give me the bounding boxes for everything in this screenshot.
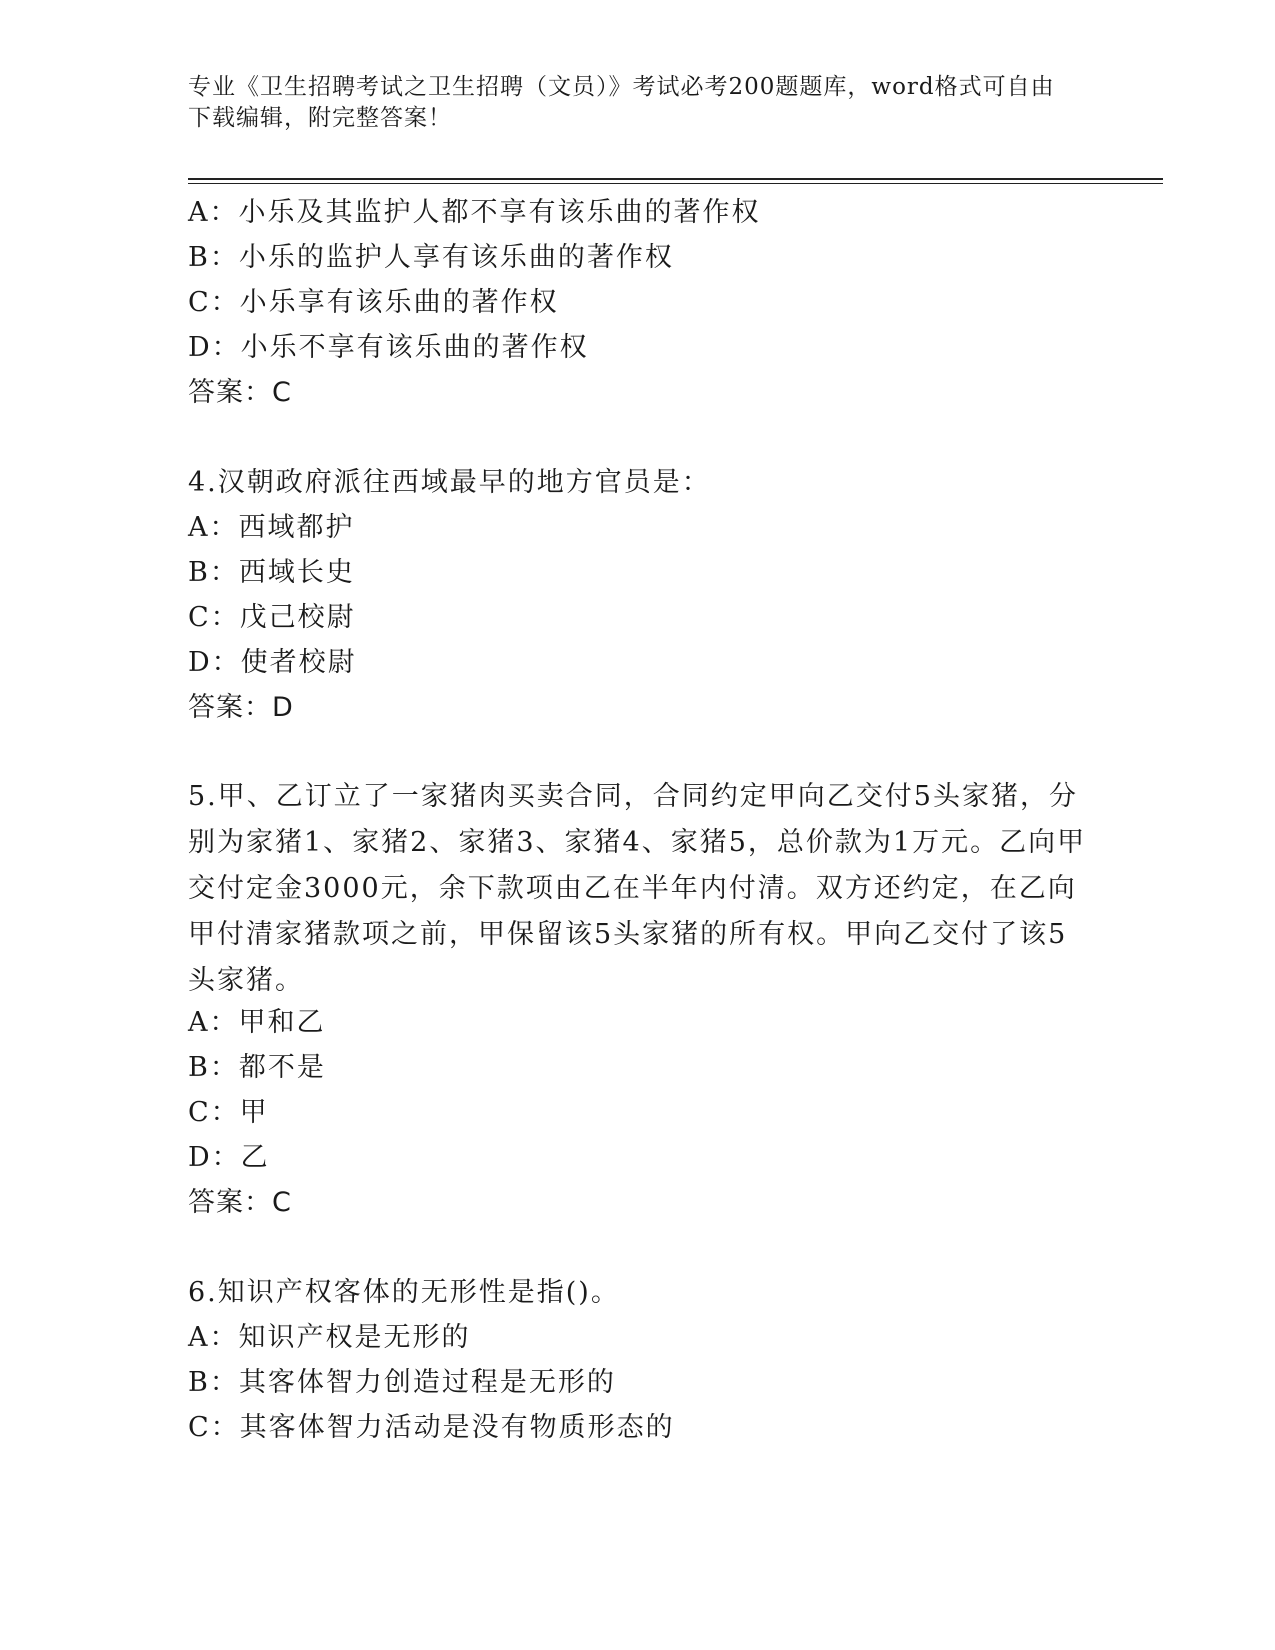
- q3-option-b: B：小乐的监护人享有该乐曲的著作权: [188, 242, 674, 273]
- q3-option-a: A：小乐及其监护人都不享有该乐曲的著作权: [188, 197, 761, 228]
- q5-option-b: B：都不是: [188, 1052, 326, 1083]
- q5-option-c: C：甲: [188, 1097, 269, 1128]
- header-divider-bottom: [188, 183, 1163, 184]
- header-divider-top: [188, 178, 1163, 180]
- q3-answer: 答案：C: [188, 377, 292, 408]
- q5-stem: 5.甲、乙订立了一家猪肉买卖合同，合同约定甲向乙交付5头家猪，分别为家猪1、家猪2、家猪3、家猪4、家猪5，总价款为1万元。乙向甲交付定金3000元，余下款项由乙在半年内付清。双方还约定，在乙向甲付清家猪款项之前，甲保留该5头家猪的所有权。甲向乙交付了该5头家猪。: [188, 781, 1087, 996]
- document-header: 专业《卫生招聘考试之卫生招聘（文员）》考试必考200题题库，word格式可自由下载编辑，附完整答案！: [188, 74, 1055, 131]
- q5-answer: 答案：C: [188, 1187, 292, 1218]
- q6-option-c: C：其客体智力活动是没有物质形态的: [188, 1412, 675, 1443]
- q4-stem: 4.汉朝政府派往西域最早的地方官员是：: [188, 467, 711, 498]
- q4-option-c: C：戊己校尉: [188, 602, 356, 633]
- q6-option-a: A：知识产权是无形的: [188, 1322, 471, 1353]
- q6-stem: 6.知识产权客体的无形性是指()。: [188, 1277, 620, 1308]
- q5-option-a: A：甲和乙: [188, 1007, 326, 1038]
- q4-option-b: B：西域长史: [188, 557, 355, 588]
- q3-option-d: D：小乐不享有该乐曲的著作权: [188, 332, 589, 363]
- q4-option-d: D：使者校尉: [188, 647, 357, 678]
- q4-option-a: A：西域都护: [188, 512, 355, 543]
- q6-option-b: B：其客体智力创造过程是无形的: [188, 1367, 616, 1398]
- q5-option-d: D：乙: [188, 1142, 270, 1173]
- q4-answer: 答案：D: [188, 692, 294, 723]
- q3-option-c: C：小乐享有该乐曲的著作权: [188, 287, 559, 318]
